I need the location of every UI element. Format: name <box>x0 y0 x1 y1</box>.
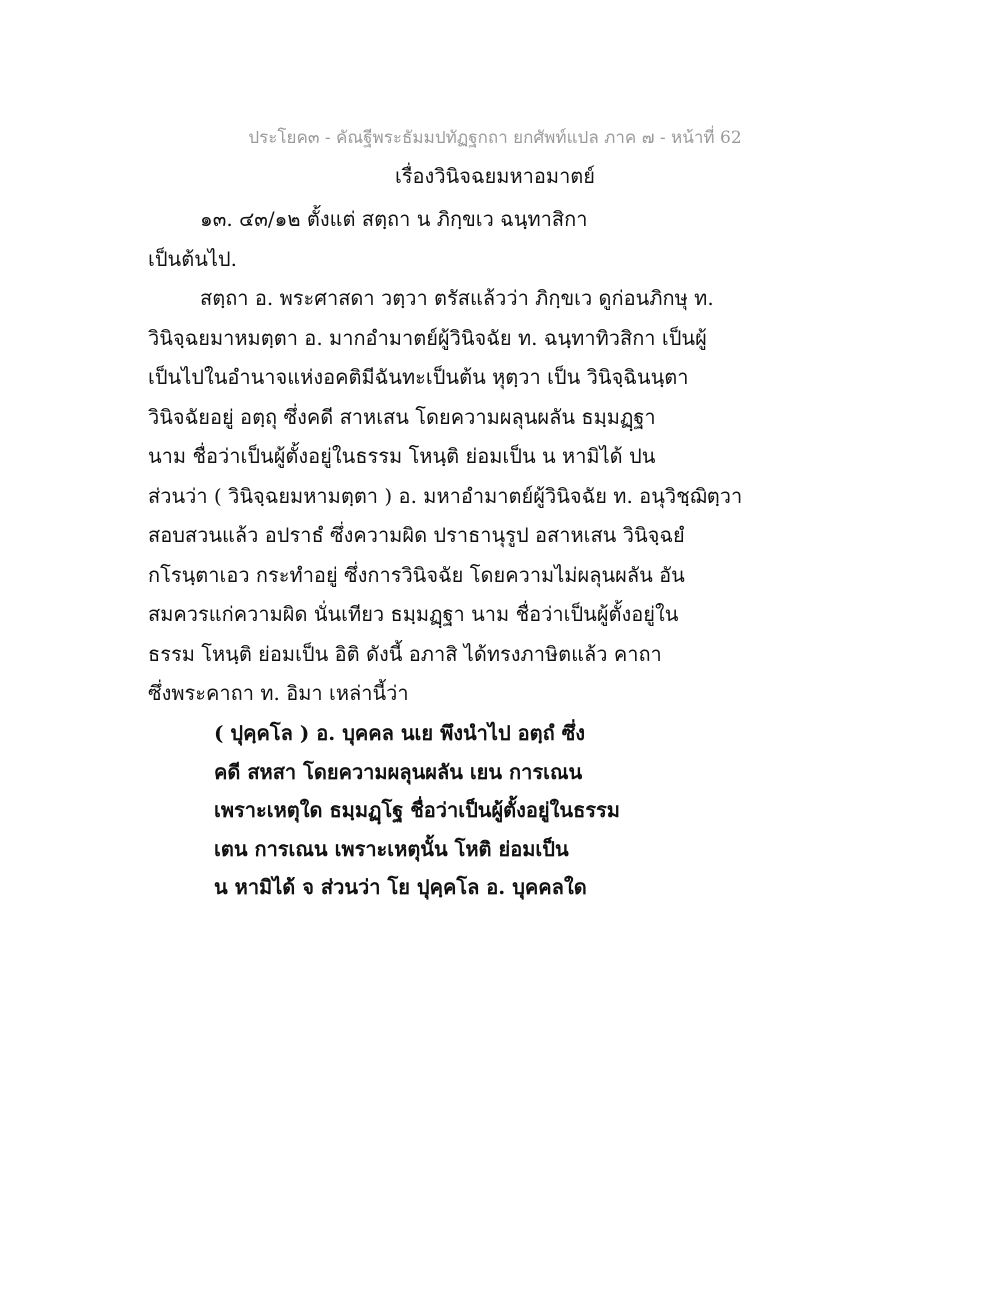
paragraph-line: เป็นไปในอำนาจแห่งอคติมีฉันทะเป็นต้น หุตฺวา เป็น วินิจฺฉินนฺตา <box>148 365 689 389</box>
verse-line: น หามิได้ จ ส่วนว่า โย ปุคฺคโล อ. บุคคลใด <box>214 875 587 899</box>
paragraph-line: เป็นต้นไป. <box>148 246 237 271</box>
verse-line: เตน การเณน เพราะเหตุนั้น โหติ ย่อมเป็น <box>214 836 569 861</box>
paragraph-line: ๑๓. ๔๓/๑๒ ตั้งแต่ สตฺถา น ภิกฺขเว ฉนฺทาสิกา <box>200 207 588 231</box>
verse-line: ( ปุคฺคโล ) อ. บุคคล นเย พึงนำไป อตฺถํ ซึ่ง <box>214 721 586 745</box>
paragraph-line: สอบสวนแล้ว อปราธํ ซึ่งความผิด ปราธานุรูป อสาหเสน วินิจฺฉยํ <box>148 523 685 547</box>
verse-line: คดี สหสา โดยความผลุนผลัน เยน การเณน <box>214 759 583 784</box>
paragraph-line: นาม ชื่อว่าเป็นผู้ตั้งอยู่ในธรรม โหนฺติ ย่อมเป็น น หามิได้ ปน <box>148 444 656 468</box>
story-title: เรื่องวินิจฉยมหาอมาตย์ <box>394 164 596 188</box>
paragraph-line: ส่วนว่า ( วินิจฺฉยมหามตฺตา ) อ. มหาอำมาตย์ผู้วินิจฉัย ท. อนุวิชฺฌิตฺวา <box>148 483 743 508</box>
paragraph-line: ซึ่งพระคาถา ท. อิมา เหล่านี้ว่า <box>148 681 409 705</box>
paragraph-line: สตฺถา อ. พระศาสดา วตฺวา ตรัสแล้วว่า ภิกฺขเว ดูก่อนภิกษุ ท. <box>200 286 714 310</box>
paragraph-line: ธรรม โหนฺติ ย่อมเป็น อิติ ดังนี้ อภาสิ ได้ทรงภาษิตแล้ว คาถา <box>148 641 662 666</box>
paragraph-line: สมควรแก่ความผิด นั่นเทียว ธมฺมฏฺฐา นาม ชื่อว่าเป็นผู้ตั้งอยู่ใน <box>148 602 679 626</box>
body-text <box>148 200 743 714</box>
paragraph-line: กโรนฺตาเอว กระทำอยู่ ซึ่งการวินิจฉัย โดยความไม่ผลุนผลัน อัน <box>148 562 685 587</box>
running-header: ประโยค๓ - คัณฐีพระธัมมปทัฏฐกถา ยกศัพท์แปล ภาค ๗ - หน้าที่ 62 <box>248 128 742 148</box>
paragraph-line: วินิจฺฉยมาหมตฺตา อ. มากอำมาตย์ผู้วินิจฉัย ท. ฉนฺทาทิวสิกา เป็นผู้ <box>148 325 707 350</box>
verse-line: เพราะเหตุใด ธมฺมฏฺโฐ ชื่อว่าเป็นผู้ตั้งอยู่ในธรรม <box>214 798 620 822</box>
verse-block <box>214 714 634 907</box>
paragraph-line: วินิจฉัยอยู่ อตฺถุ ซึ่งคดี สาหเสน โดยความผลุนผลัน ธมฺมฏฺฐา <box>148 404 656 429</box>
